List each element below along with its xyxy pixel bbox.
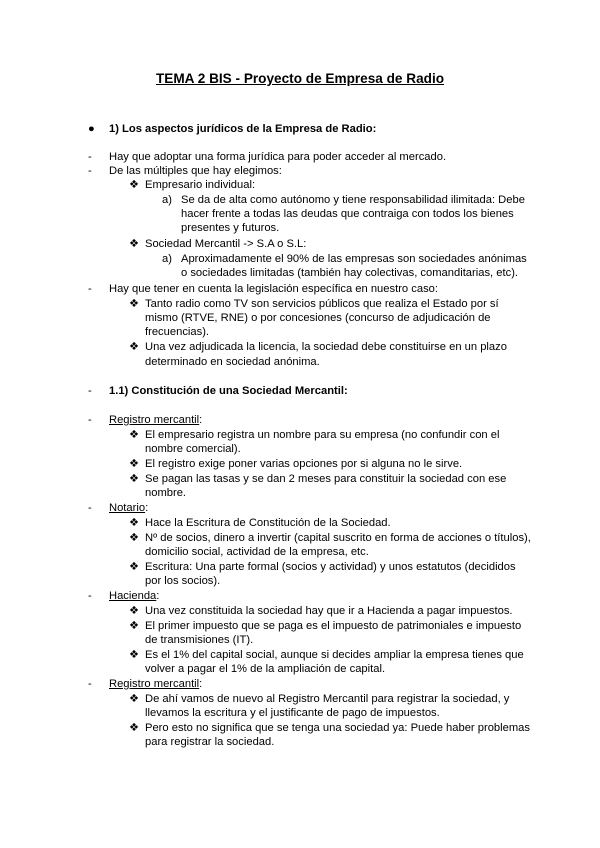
notario-sub-line: Nº de socios, dinero a invertir (capital suscrito en forma de acciones o títulos),	[145, 532, 531, 544]
notario-sub-line: Escritura: Una parte formal (socios y actividad) y unos estatutos (decididos	[145, 561, 516, 573]
diamond-bullet: ❖	[129, 561, 140, 573]
diamond-bullet: ❖	[129, 458, 140, 470]
item-forma-juridica: Hay que adoptar una forma jurídica para poder acceder al mercado.	[109, 151, 447, 163]
hacienda-sub-line: El primer impuesto que se paga es el impuesto de patrimoniales e impuesto	[145, 620, 522, 632]
legislacion-sub-line: mismo (RTVE, RNE) o por concesiones (concurso de adjudicación de	[145, 312, 491, 324]
diamond-bullet: ❖	[129, 649, 140, 661]
diamond-bullet: ❖	[129, 429, 140, 441]
diamond-bullet: ❖	[129, 179, 140, 191]
notario-sub-line: domicilio social, actividad de la empresa, etc.	[145, 546, 369, 558]
diamond-bullet: ❖	[129, 473, 140, 485]
group-label-hacienda: Hacienda:	[109, 590, 160, 602]
diamond-bullet: ❖	[129, 722, 140, 734]
group-label-registro: Registro mercantil:	[109, 414, 203, 426]
empresario-line-1: Se da de alta como autónomo y tiene responsabilidad ilimitada: Debe	[181, 194, 525, 206]
hacienda-sub-line: Es el 1% del capital social, aunque si decides ampliar la empresa tienes que	[145, 649, 524, 661]
diamond-bullet: ❖	[129, 532, 140, 544]
registro2-sub-line: para registrar la sociedad.	[145, 736, 275, 748]
dash-marker: -	[88, 502, 92, 514]
empresario-line-2: hacer frente a todas las deudas que contraiga con todos los bienes	[181, 208, 514, 220]
diamond-bullet: ❖	[129, 605, 140, 617]
registro2-sub-line: Pero esto no significa que se tenga una sociedad ya: Puede haber problemas	[145, 722, 530, 734]
sociedad-line-1: Aproximadamente el 90% de las empresas son sociedades anónimas	[181, 253, 527, 265]
dash-marker: -	[88, 165, 92, 177]
alpha-marker: a)	[162, 253, 172, 265]
empresario-individual: Empresario individual:	[145, 179, 256, 191]
registro2-sub-line: llevamos la escritura y el justificante de pago de impuestos.	[145, 707, 440, 719]
legislacion-sub-line: Tanto radio como TV son servicios públicos que realiza el Estado por sí	[145, 298, 499, 310]
registro-sub-line: nombre.	[145, 487, 187, 499]
registro-sub-line: Se pagan las tasas y se dan 2 meses para constituir la sociedad con ese	[145, 473, 507, 485]
hacienda-sub-line: Una vez constituida la sociedad hay que ir a Hacienda a pagar impuestos.	[145, 605, 513, 617]
dash-marker: -	[88, 283, 92, 295]
item-legislacion: Hay que tener en cuenta la legislación específica en nuestro caso:	[109, 283, 438, 295]
alpha-marker: a)	[162, 194, 172, 206]
diamond-bullet: ❖	[129, 238, 140, 250]
notario-sub-line: por los socios).	[145, 575, 221, 587]
dash-marker: -	[88, 151, 92, 163]
registro-sub-line: El empresario registra un nombre para su empresa (no confundir con el	[145, 429, 500, 441]
diamond-bullet: ❖	[129, 693, 140, 705]
item-multiples: De las múltiples que hay elegimos:	[109, 165, 282, 177]
hacienda-sub-line: de transmisiones (IT).	[145, 634, 254, 646]
group-label-notario: Notario:	[109, 502, 149, 514]
section-1-1-heading: 1.1) Constitución de una Sociedad Mercantil:	[109, 385, 348, 397]
diamond-bullet: ❖	[129, 298, 140, 310]
registro-sub-line: El registro exige poner varias opciones por si alguna no le sirve.	[145, 458, 463, 470]
dash-marker: -	[88, 678, 92, 690]
dash-marker: -	[88, 414, 92, 426]
heading-bullet: ●	[88, 123, 95, 135]
empresario-line-3: presentes y futuros.	[181, 222, 280, 234]
sociedad-line-2: o sociedades limitadas (también hay colectivas, comanditarias, etc).	[181, 267, 519, 279]
legislacion-sub-line: determinado en sociedad anónima.	[145, 356, 320, 368]
notario-sub-line: Hace la Escritura de Constitución de la Sociedad.	[145, 517, 391, 529]
legislacion-sub-line: Una vez adjudicada la licencia, la sociedad debe constituirse en un plazo	[145, 341, 507, 353]
section-1-heading: 1) Los aspectos jurídicos de la Empresa de Radio:	[109, 123, 377, 135]
hacienda-sub-line: volver a pagar el 1% de la ampliación de capital.	[145, 663, 386, 675]
diamond-bullet: ❖	[129, 620, 140, 632]
dash-marker: -	[88, 590, 92, 602]
diamond-bullet: ❖	[129, 517, 140, 529]
legislacion-sub-line: frecuencias).	[145, 326, 210, 338]
sociedad-mercantil: Sociedad Mercantil -> S.A o S.L:	[145, 238, 307, 250]
group-label-registro-2: Registro mercantil:	[109, 678, 203, 690]
registro-sub-line: nombre comercial).	[145, 443, 241, 455]
diamond-bullet: ❖	[129, 341, 140, 353]
document-title: TEMA 2 BIS - Proyecto de Empresa de Radio	[155, 71, 445, 86]
registro2-sub-line: De ahí vamos de nuevo al Registro Mercantil para registrar la sociedad, y	[145, 693, 510, 705]
dash-marker: -	[88, 385, 92, 397]
